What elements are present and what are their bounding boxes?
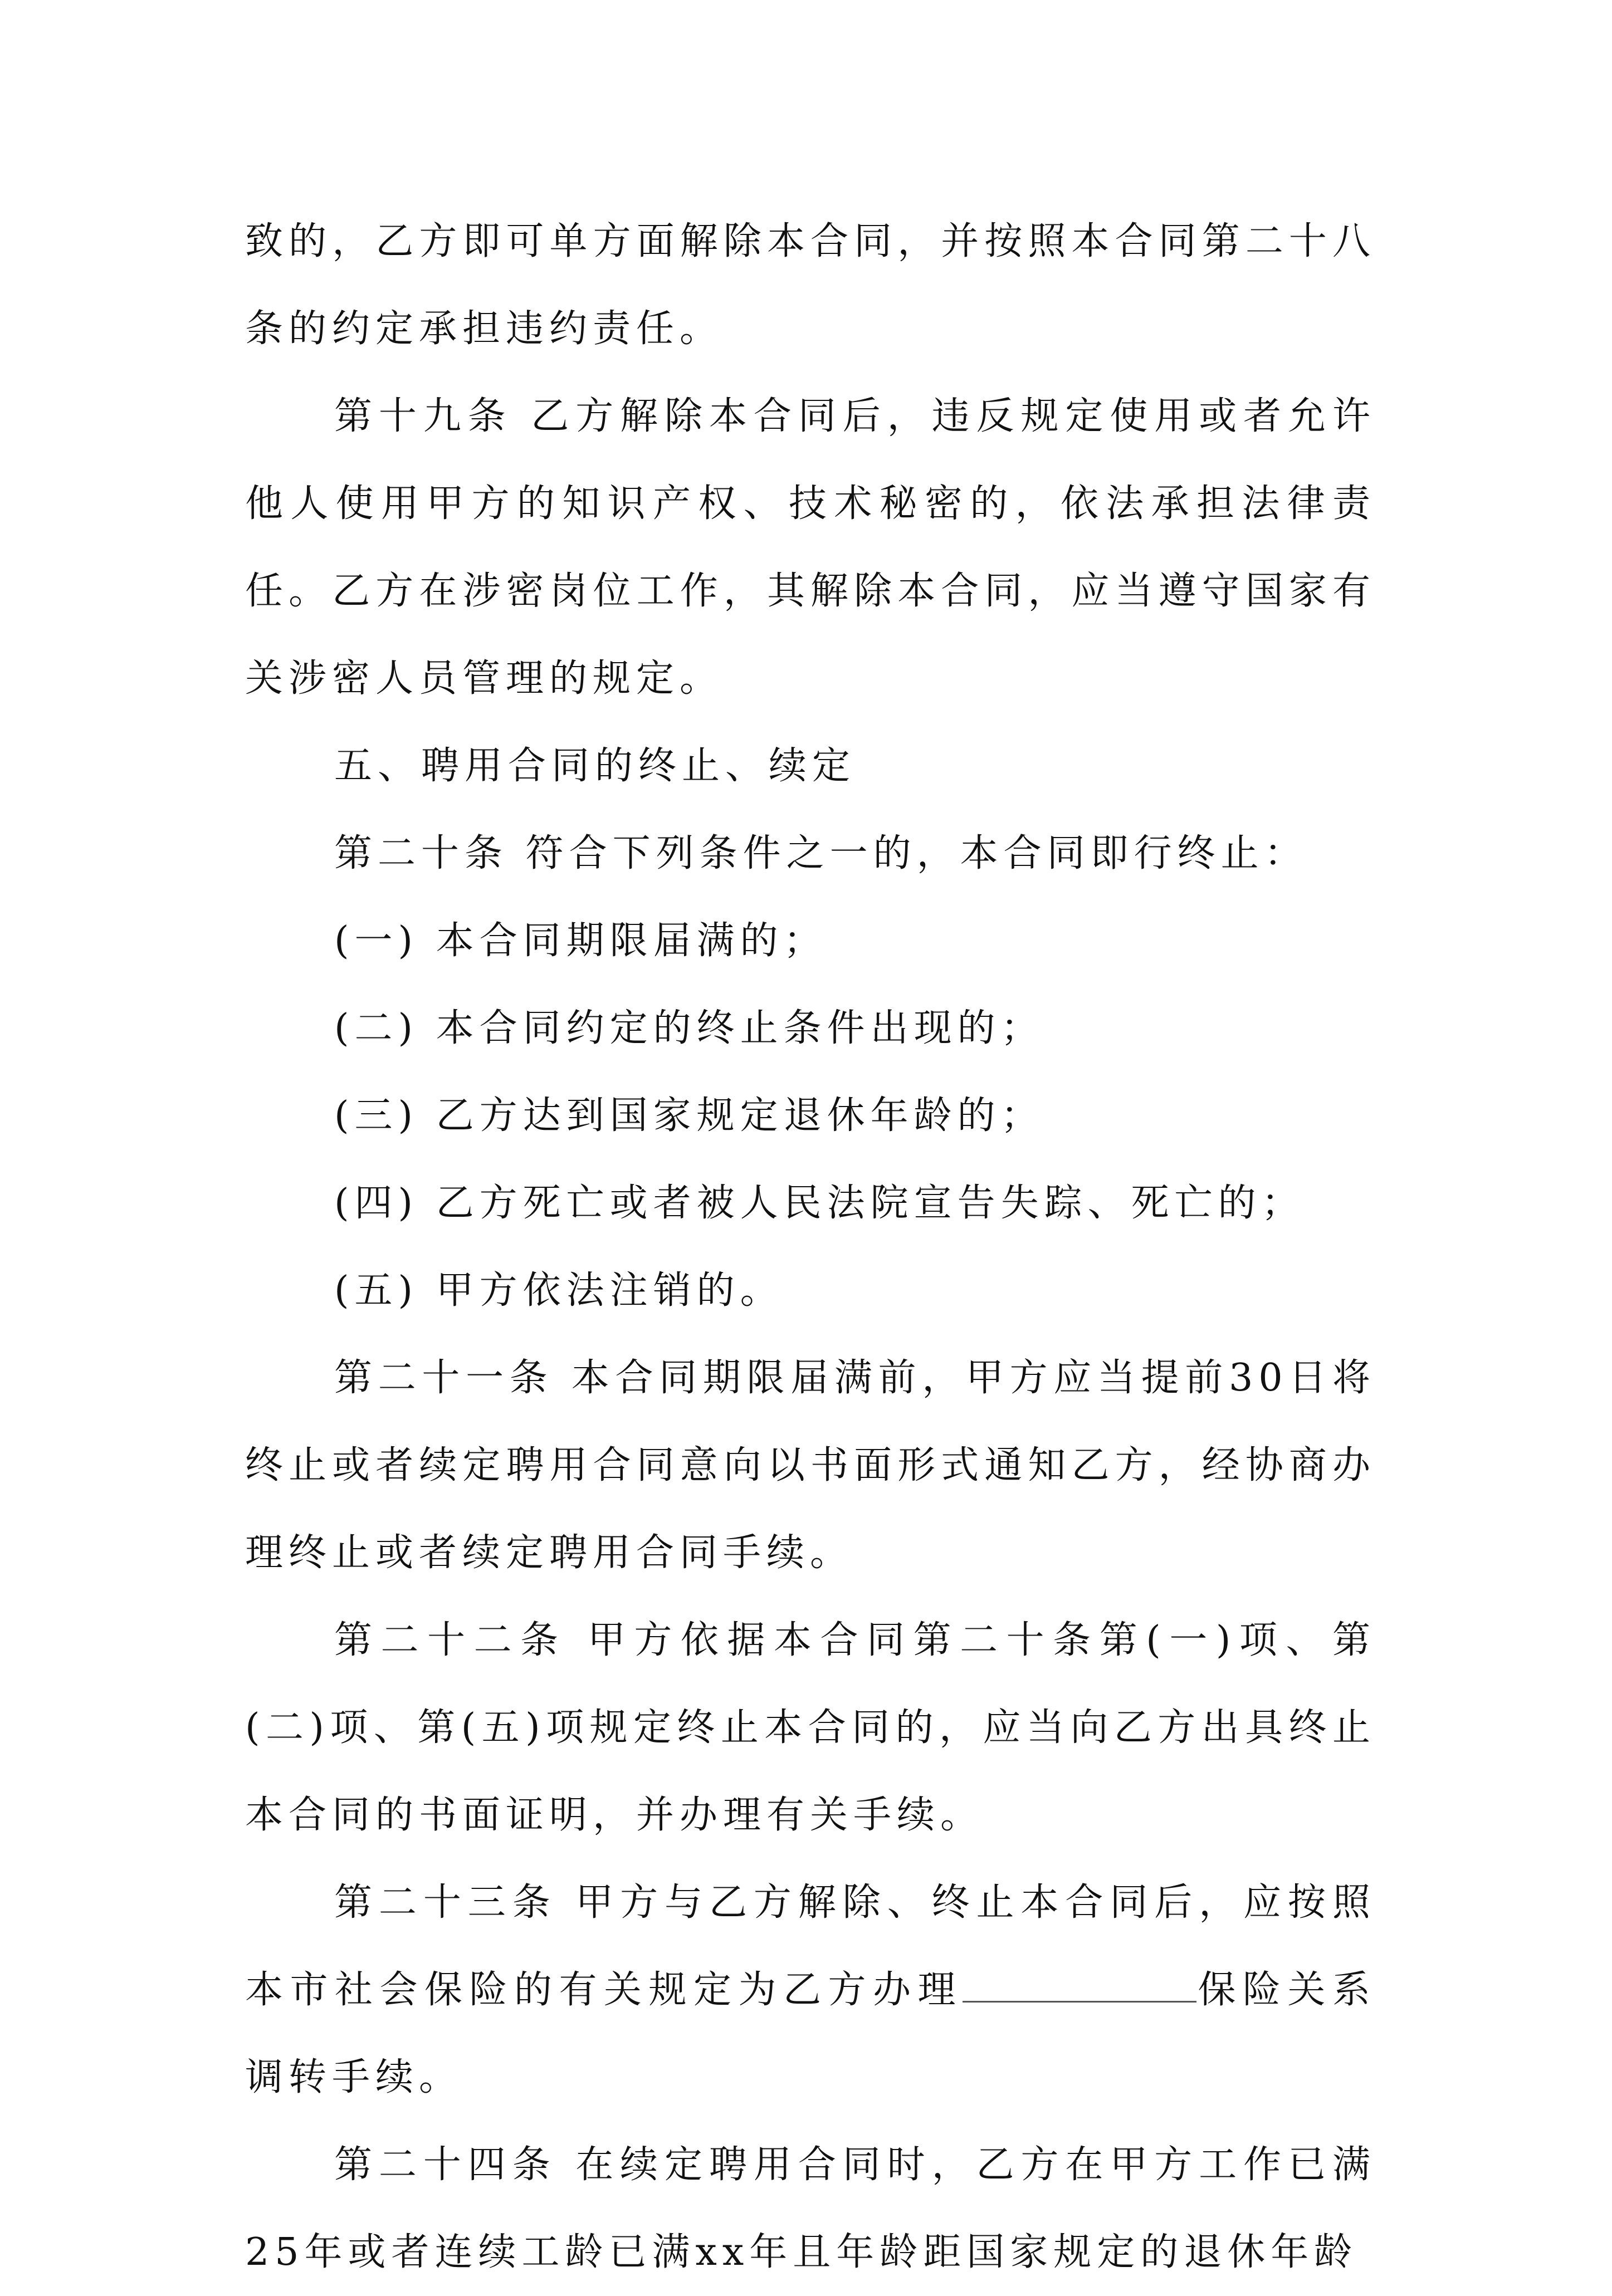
article-23-text-before-blank: 第二十三条 甲方与乙方解除、终止本合同后，应按照本市社会保险的有关规定为乙方办理 xyxy=(245,1881,1376,2012)
list-item-1: (一) 本合同期限届满的； xyxy=(334,919,827,963)
list-item-3: (三) 乙方达到国家规定退休年龄的； xyxy=(334,1094,1044,1138)
paragraph-continuation: 致的，乙方即可单方面解除本合同，并按照本合同第二十八条的约定承担违约责任。 xyxy=(245,219,1376,351)
paragraph-article-20: 第二十条 符合下列条件之一的，本合同即行终止： xyxy=(334,831,1308,875)
paragraph-article-22: 第二十二条 甲方依据本合同第二十条第(一)项、第(二)项、第(五)项规定终止本合同的，应当向乙方出具终止本合同的书面证明，并办理有关手续。 xyxy=(245,1618,1376,1837)
list-item-4: (四) 乙方死亡或者被人民法院宣告失踪、死亡的； xyxy=(334,1181,1305,1225)
article-23-text-after-blank: 保险关系调转手续。 xyxy=(245,1968,1376,2099)
list-item-5: (五) 甲方依法注销的。 xyxy=(334,1269,784,1313)
document-body xyxy=(245,198,1376,2296)
paragraph-article-21: 第二十一条 本合同期限届满前，甲方应当提前30日将终止或者续定聘用合同意向以书面形式通知乙方，经协商办理终止或者续定聘用合同手续。 xyxy=(245,1356,1376,1575)
section-heading-termination-renewal: 五、聘用合同的终止、续定 xyxy=(334,744,856,788)
list-item-2: (二) 本合同约定的终止条件出现的； xyxy=(334,1006,1044,1050)
paragraph-article-23 xyxy=(245,1859,1376,2121)
paragraph-article-24: 第二十四条 在续定聘用合同时，乙方在甲方工作已满25年或者连续工龄已满xx年且年龄距国家规定的退休年龄 xyxy=(245,2143,1376,2274)
paragraph-article-19: 第十九条 乙方解除本合同后，违反规定使用或者允许他人使用甲方的知识产权、技术秘密的，依法承担法律责任。乙方在涉密岗位工作，其解除本合同，应当遵守国家有关涉密人员管理的规定。 xyxy=(245,394,1376,701)
insurance-type-blank-field[interactable] xyxy=(963,1962,1196,2003)
